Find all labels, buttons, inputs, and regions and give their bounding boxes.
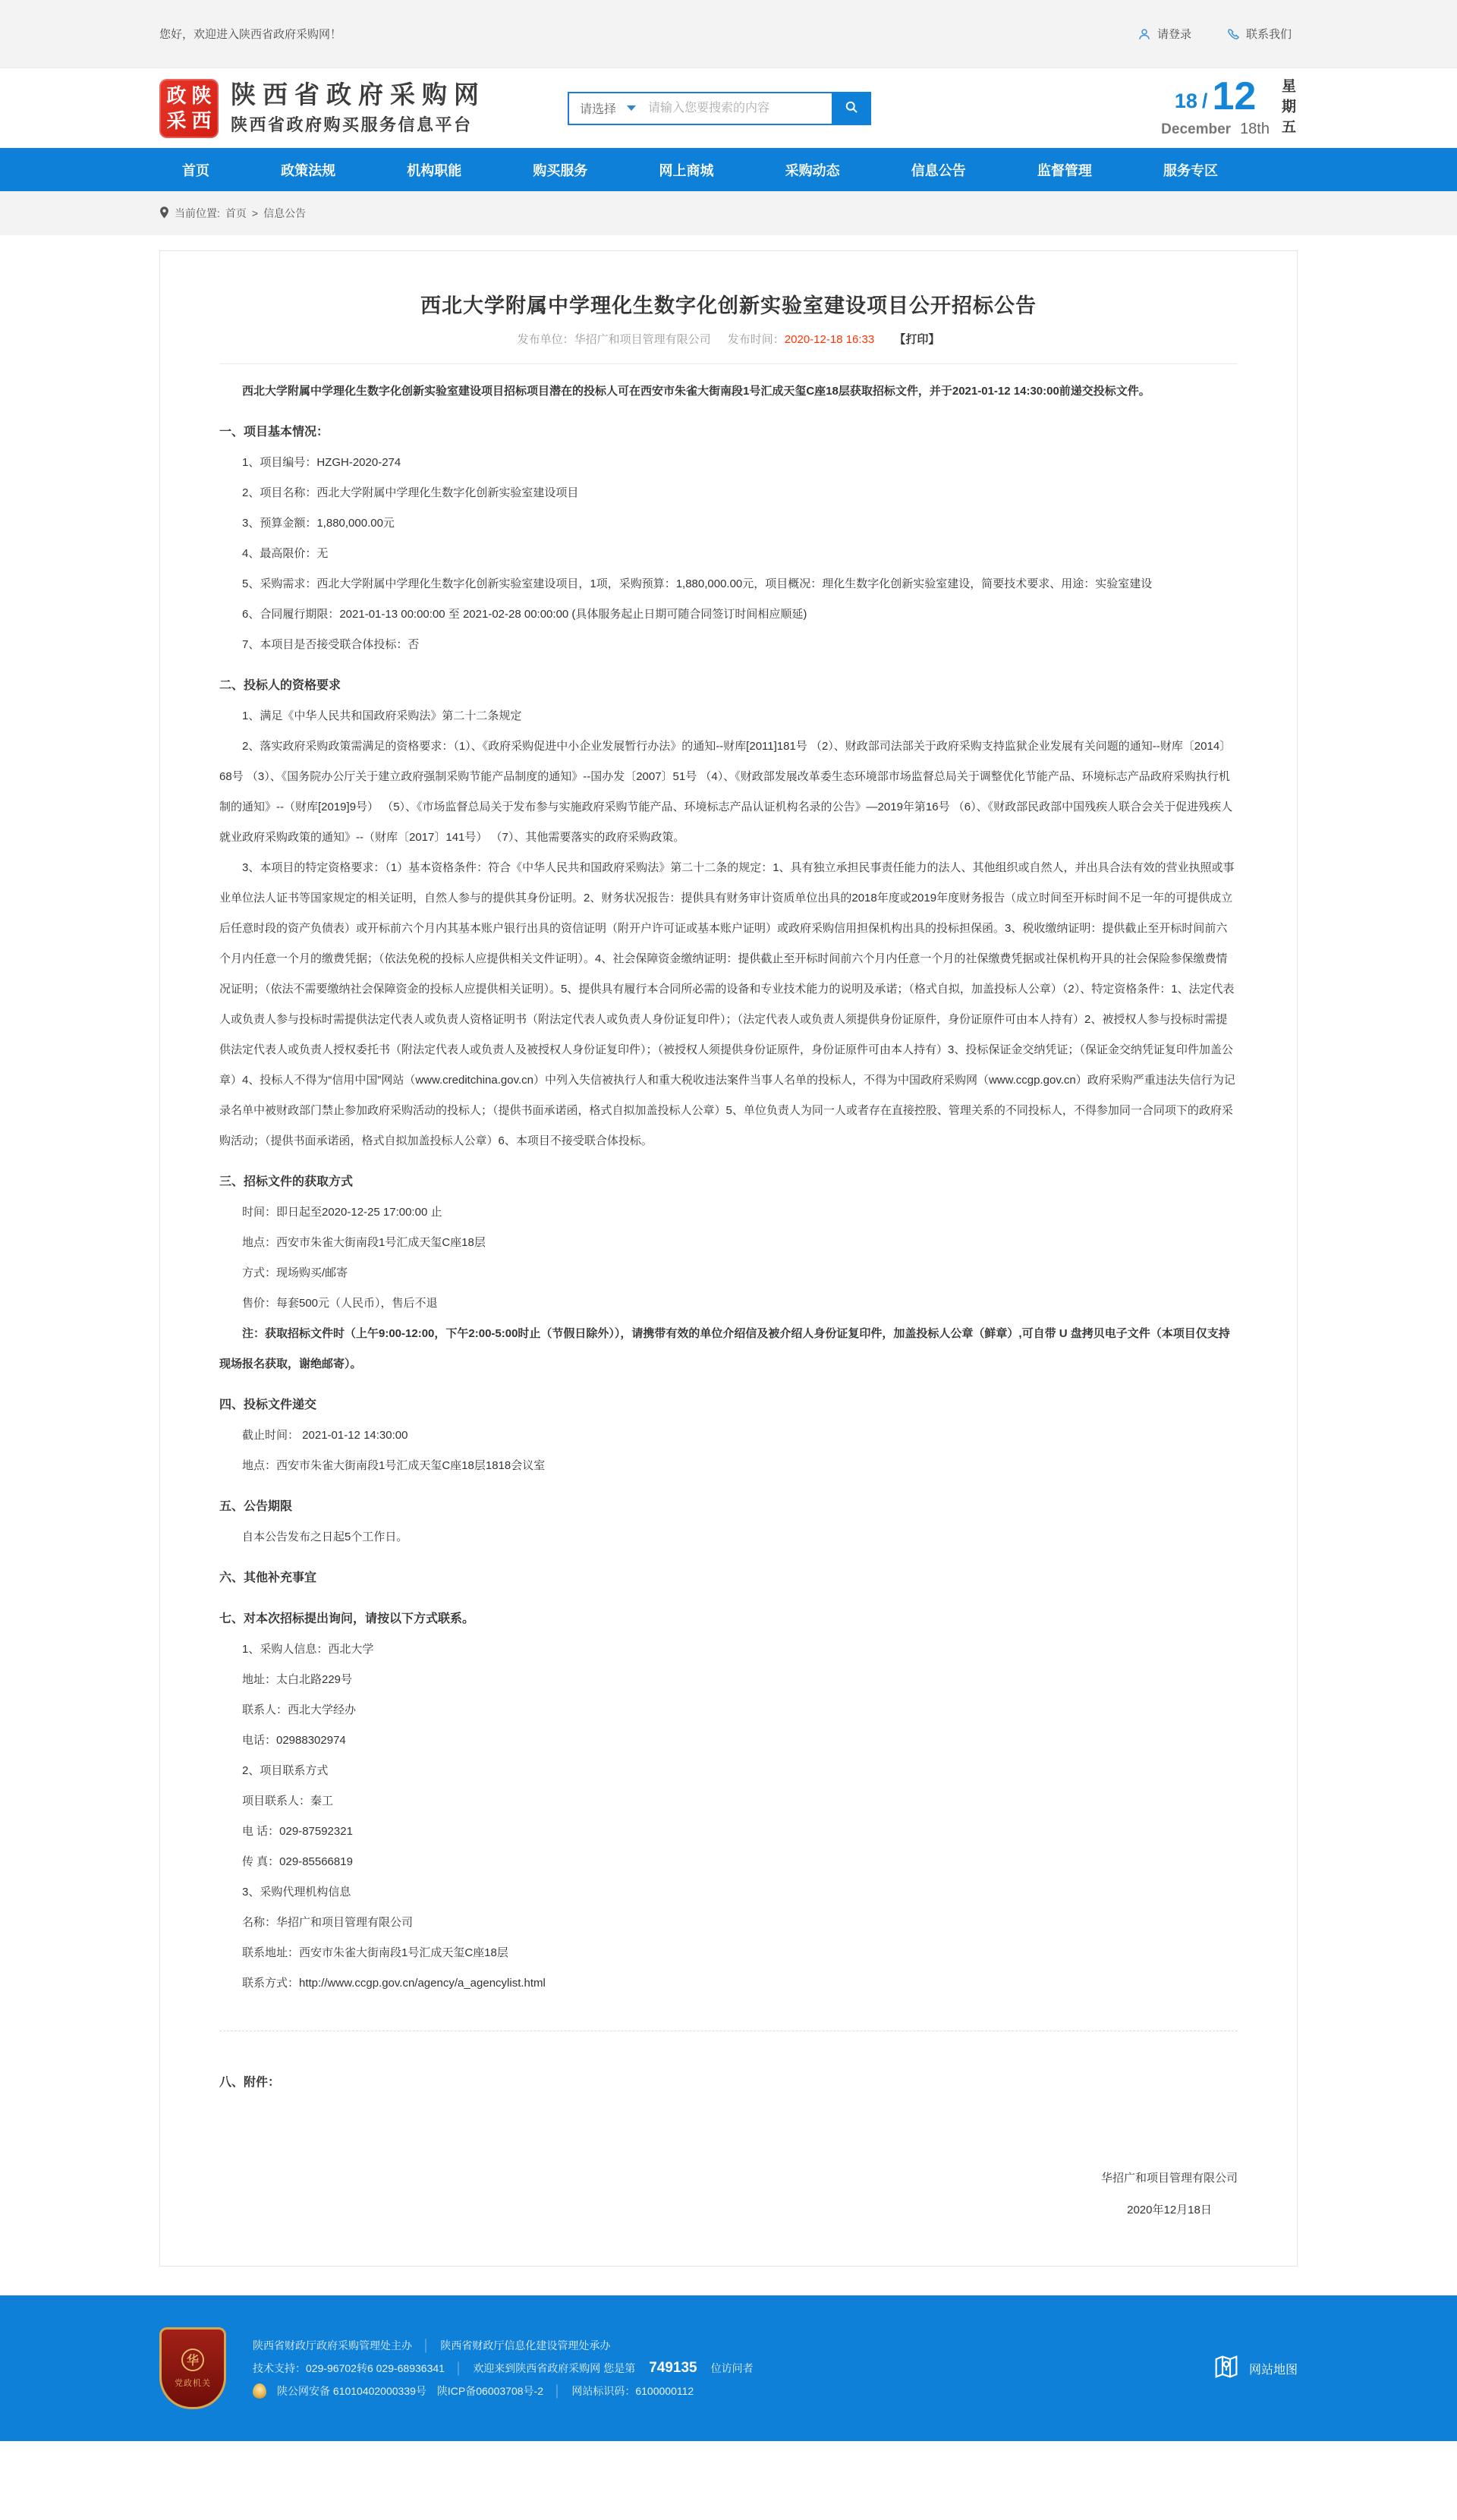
article-paragraph: 电 话：029-87592321: [242, 1825, 353, 1838]
divider: [219, 363, 1238, 364]
section-heading: 七、对本次招标提出询问，请按以下方式联系。: [219, 1612, 475, 1625]
nav-item-0[interactable]: 首页: [182, 162, 209, 178]
article-paragraph: 截止时间： 2021-01-12 14:30:00: [242, 1429, 408, 1442]
publish-time-label: 发布时间：: [727, 333, 785, 346]
phone-icon: [1226, 27, 1240, 41]
nav-menu: [159, 148, 1298, 191]
nav-item-3[interactable]: 购买服务: [533, 162, 588, 178]
section-heading: 四、投标文件递交: [219, 1398, 317, 1411]
search-icon: [844, 99, 859, 117]
government-badge-icon: 华 党政机关: [159, 2327, 226, 2409]
main-content: [0, 235, 1457, 2295]
attachment-heading: 八、附件：: [219, 2076, 281, 2089]
security-record-link[interactable]: 陕公网安备 61010402000339号: [277, 2385, 426, 2397]
signature-company: 华招广和项目管理有限公司: [1100, 2172, 1238, 2185]
article-paragraph: 地点：西安市朱雀大街南段1号汇成天玺C座18层1818会议室: [242, 1459, 546, 1472]
section-heading: 五、公告期限: [219, 1500, 293, 1513]
breadcrumb: 当前位置:: [175, 207, 220, 219]
breadcrumb-current: 信息公告: [263, 207, 307, 219]
article-paragraph: 传 真：029-85566819: [242, 1855, 353, 1868]
welcome-text: 您好，欢迎进入陕西省政府采购网！: [159, 28, 342, 41]
footer-line-support: 技术支持：029-96702转6 029-68936341 │ 欢迎来到陕西省政府采购网 您是第 749135 位访问者: [253, 2360, 754, 2376]
nav-item-5[interactable]: 采购动态: [785, 162, 840, 178]
page-title: 西北大学附属中学理化生数字化创新实验室建设项目公开招标公告: [420, 294, 1037, 317]
date-ordinal: 18th: [1240, 121, 1270, 137]
site-logo[interactable]: [159, 79, 486, 138]
breadcrumb-bar: 当前位置: 首页 > 信息公告: [0, 191, 1457, 235]
article-paragraph: 3、预算金额：1,880,000.00元: [242, 517, 395, 530]
article-paragraph: 地址：太白北路229号: [242, 1673, 353, 1686]
nav-item-7[interactable]: 监督管理: [1037, 162, 1092, 178]
map-icon: [1211, 2352, 1241, 2386]
search-category-select[interactable]: 请选择: [569, 93, 645, 124]
article-paragraph: 西北大学附属中学理化生数字化创新实验室建设项目招标项目潜在的投标人可在西安市朱雀大街南段1号汇成天玺C座18层获取招标文件，并于2021-01-12 14:30:00前递交投标文件。: [242, 385, 1150, 398]
topbar: [0, 0, 1457, 68]
article-paragraph: 地点：西安市朱雀大街南段1号汇成天玺C座18层: [242, 1236, 486, 1249]
site-subtitle: 陕西省政府购买服务信息平台: [231, 115, 473, 134]
date-day: 18: [1174, 90, 1197, 112]
search-box: [568, 92, 871, 125]
sitemap-link[interactable]: 网站地图: [1211, 2352, 1298, 2386]
nav-item-1[interactable]: 政策法规: [281, 162, 336, 178]
search-input[interactable]: [645, 93, 832, 124]
contact-link[interactable]: 联系我们: [1226, 26, 1292, 42]
date-month-name: December: [1161, 121, 1232, 137]
section-heading: 二、投标人的资格要求: [219, 679, 341, 692]
breadcrumb-home-link[interactable]: 首页: [225, 207, 247, 219]
article-paragraph: 1、满足《中华人民共和国政府采购法》第二十二条规定: [242, 709, 522, 722]
publisher-value: 华招广和项目管理有限公司: [574, 333, 711, 346]
publish-time-value: 2020-12-18 16:33: [784, 333, 875, 346]
logo-seal-icon: 政 陕 采 西: [159, 79, 219, 138]
publisher-label: 发布单位：: [517, 333, 574, 346]
site-header: [0, 68, 1457, 148]
location-pin-icon: [159, 206, 169, 221]
article-paragraph: 1、项目编号：HZGH-2020-274: [242, 456, 401, 469]
article-paragraph: 注：获取招标文件时（上午9:00-12:00，下午2:00-5:00时止（节假日除外）），请携带有效的单位介绍信及被介绍人身份证复印件，加盖投标人公章（鲜章）,可自带 U 盘拷贝电子文件（本项目仅支持现场报名获取，谢绝邮寄）。: [219, 1327, 1230, 1370]
icp-record-link[interactable]: 陕ICP备06003708号-2: [436, 2385, 543, 2397]
announcement-card: [159, 250, 1298, 2267]
article-paragraph: 4、最高限价：无: [242, 547, 329, 560]
main-nav: [0, 148, 1457, 191]
article-meta: [219, 331, 1238, 347]
user-icon: [1138, 27, 1151, 41]
article-paragraph: 3、采购代理机构信息: [242, 1886, 351, 1899]
nav-item-6[interactable]: 信息公告: [911, 162, 966, 178]
signature-block: [1101, 2163, 1238, 2226]
search-button[interactable]: [832, 92, 871, 125]
government-badge-label: 党政机关: [175, 2378, 211, 2388]
visitor-count: 749135: [649, 2360, 697, 2376]
date-month: 12: [1212, 74, 1257, 118]
article-paragraph: 7、本项目是否接受联合体投标：否: [242, 638, 420, 651]
police-badge-icon: [253, 2383, 266, 2399]
section-heading: 一、项目基本情况：: [219, 426, 329, 439]
article-paragraph: 联系地址：西安市朱雀大街南段1号汇成天玺C座18层: [242, 1946, 508, 1959]
article-paragraph: 自本公告发布之日起5个工作日。: [242, 1531, 408, 1543]
article-paragraph: 项目联系人：秦工: [242, 1795, 334, 1807]
article-paragraph: 3、本项目的特定资格要求：（1）基本资格条件：符合《中华人民共和国政府采购法》第二十二条的规定：1、具有独立承担民事责任能力的法人、其他组织或自然人，并出具合法有效的营业执照或事业单位法人证书等国家规定的相关证明，自然人参与的提供其身份证明。2、财务状况报告：提供具有财务审计资质单位出具的2018年度或2019年度财务报告（成立时间至开标时间不足一年的可提供成立后任意时段的资产负债表）或开标前六个月内其基本账户银行出具的资信证明（附开户许可证或基本账户证明）或政府采购信用担保机构出具的投标担保函。3、税收缴纳证明：提供截止至开标时间前六个月内任意一个月的缴费凭据；（依法免税的投标人应提供相关文件证明）。4、社会保障资金缴纳证明：提供截止至开标时间前六个月内任意一个月的社保缴费凭据或社保机构开具的社会保险参保缴费情况证明；（依法不需要缴纳社会保障资金的投标人应提供相关证明）。5、提供具有履行本合同所必需的设备和专业技术能力的说明及承诺；（格式自拟，加盖投标人公章）（2）、特定资格条件：1、法定代表人或负责人参与投标时需提供法定代表人或负责人资格证明书（附法定代表人或负责人身份证复印件）；（法定代表人或负责人须提供身份证原件，身份证原件可由本人持有）2、被授权人参与投标时需提供法定代表人或负责人授权委托书（附法定代表人或负责人及被授权人身份证复印件）；（被授权人须提供身份证原件，身份证原件可由本人持有）3、投标保证金交纳凭证；（保证金交纳凭证复印件加盖公章）4、投标人不得为“信用中国”网站（www.creditchina.gov.cn）中列入失信被执行人和重大税收违法案件当事人名单的投标人，不得为中国政府采购网（www.ccgp.gov.cn）政府采购严重违法失信行为记录名单中被财政部门禁止参加政府采购活动的投标人；（提供书面承诺函，格式自拟加盖投标人公章）5、单位负责人为同一人或者存在直接控股、管理关系的不同投标人，不得参加同一合同项下的政府采购活动；（提供书面承诺函，格式自拟加盖投标人公章）6、本项目不接受联合体投标。: [219, 861, 1235, 1147]
nav-item-4[interactable]: 网上商城: [659, 162, 714, 178]
date-weekday: 星期五: [1279, 78, 1295, 140]
chevron-down-icon: [627, 105, 636, 111]
site-footer: [0, 2295, 1457, 2441]
article-paragraph: 2、项目名称：西北大学附属中学理化生数字化创新实验室建设项目: [242, 486, 579, 499]
article-body: [219, 376, 1238, 1999]
article-paragraph: 1、采购人信息：西北大学: [242, 1643, 374, 1656]
article-paragraph: 联系人：西北大学经办: [242, 1704, 357, 1716]
login-link[interactable]: 请登录: [1138, 26, 1191, 42]
article-paragraph: 售价：每套500元（人民币），售后不退: [242, 1297, 438, 1310]
article-paragraph: 方式：现场购买/邮寄: [242, 1266, 348, 1279]
article-paragraph: 6、合同履行期限：2021-01-13 00:00:00 至 2021-02-28 00:00:00 (具体服务起止日期可随合同签订时间相应顺延): [242, 608, 807, 621]
article-paragraph: 时间：即日起至2020-12-25 17:00:00 止: [242, 1206, 442, 1219]
site-code: 网站标识码：6100000112: [571, 2385, 694, 2397]
footer-line-host: 陕西省财政厅政府采购管理处主办 │ 陕西省财政厅信息化建设管理处承办: [253, 2339, 611, 2352]
article-paragraph: 联系方式：http://www.ccgp.gov.cn/agency/a_agencylist.html: [242, 1977, 546, 1990]
section-heading: 六、其他补充事宜: [219, 1571, 317, 1584]
nav-item-8[interactable]: 服务专区: [1163, 162, 1218, 178]
article-paragraph: 2、项目联系方式: [242, 1764, 329, 1777]
section-heading: 三、招标文件的获取方式: [219, 1175, 354, 1188]
date-widget: 18 / 12 December 18th 星期五: [1161, 74, 1295, 140]
article-paragraph: 电话：02988302974: [242, 1734, 346, 1747]
article-paragraph: 名称：华招广和项目管理有限公司: [242, 1916, 414, 1929]
nav-item-2[interactable]: 机构职能: [407, 162, 462, 178]
article-paragraph: 2、落实政府采购政策需满足的资格要求：（1）、《政府采购促进中小企业发展暂行办法》的通知--财库[2011]181号 （2）、财政部司法部关于政府采购支持监狱企业发展有关问题的通知--财库〔2014〕68号 （3）、《国务院办公厅关于建立政府强制采购节能产品制度的通知》--国办发〔2007〕51号 （4）、《财政部发展改革委生态环境部市场监督总局关于调整优化节能产品、环境标志产品政府采购执行机制的通知》--（财库[2019]9号） （5）、《市场监督总局关于发布参与实施政府采购节能产品、环境标志产品认证机构名录的公告》—2019年第16号 （6）、《财政部民政部中国残疾人联合会关于促进残疾人就业政府采购政策的通知》--（财库〔2017〕141号） （7）、其他需要落实的政府采购政策。: [219, 740, 1233, 844]
footer-line-legal: 陕公网安备 61010402000339号 陕ICP备06003708号-2 │ 网站标识码：6100000112: [253, 2383, 1188, 2399]
article-paragraph: 5、采购需求：西北大学附属中学理化生数字化创新实验室建设项目，1项，采购预算：1,880,000.00元，项目概况：理化生数字化创新实验室建设，简要技术要求、用途：实验室建设: [242, 577, 1153, 590]
print-button[interactable]: 【打印】: [894, 333, 940, 346]
site-title: 陕西省政府采购网: [231, 80, 486, 109]
signature-date: 2020年12月18日: [1127, 2204, 1212, 2216]
